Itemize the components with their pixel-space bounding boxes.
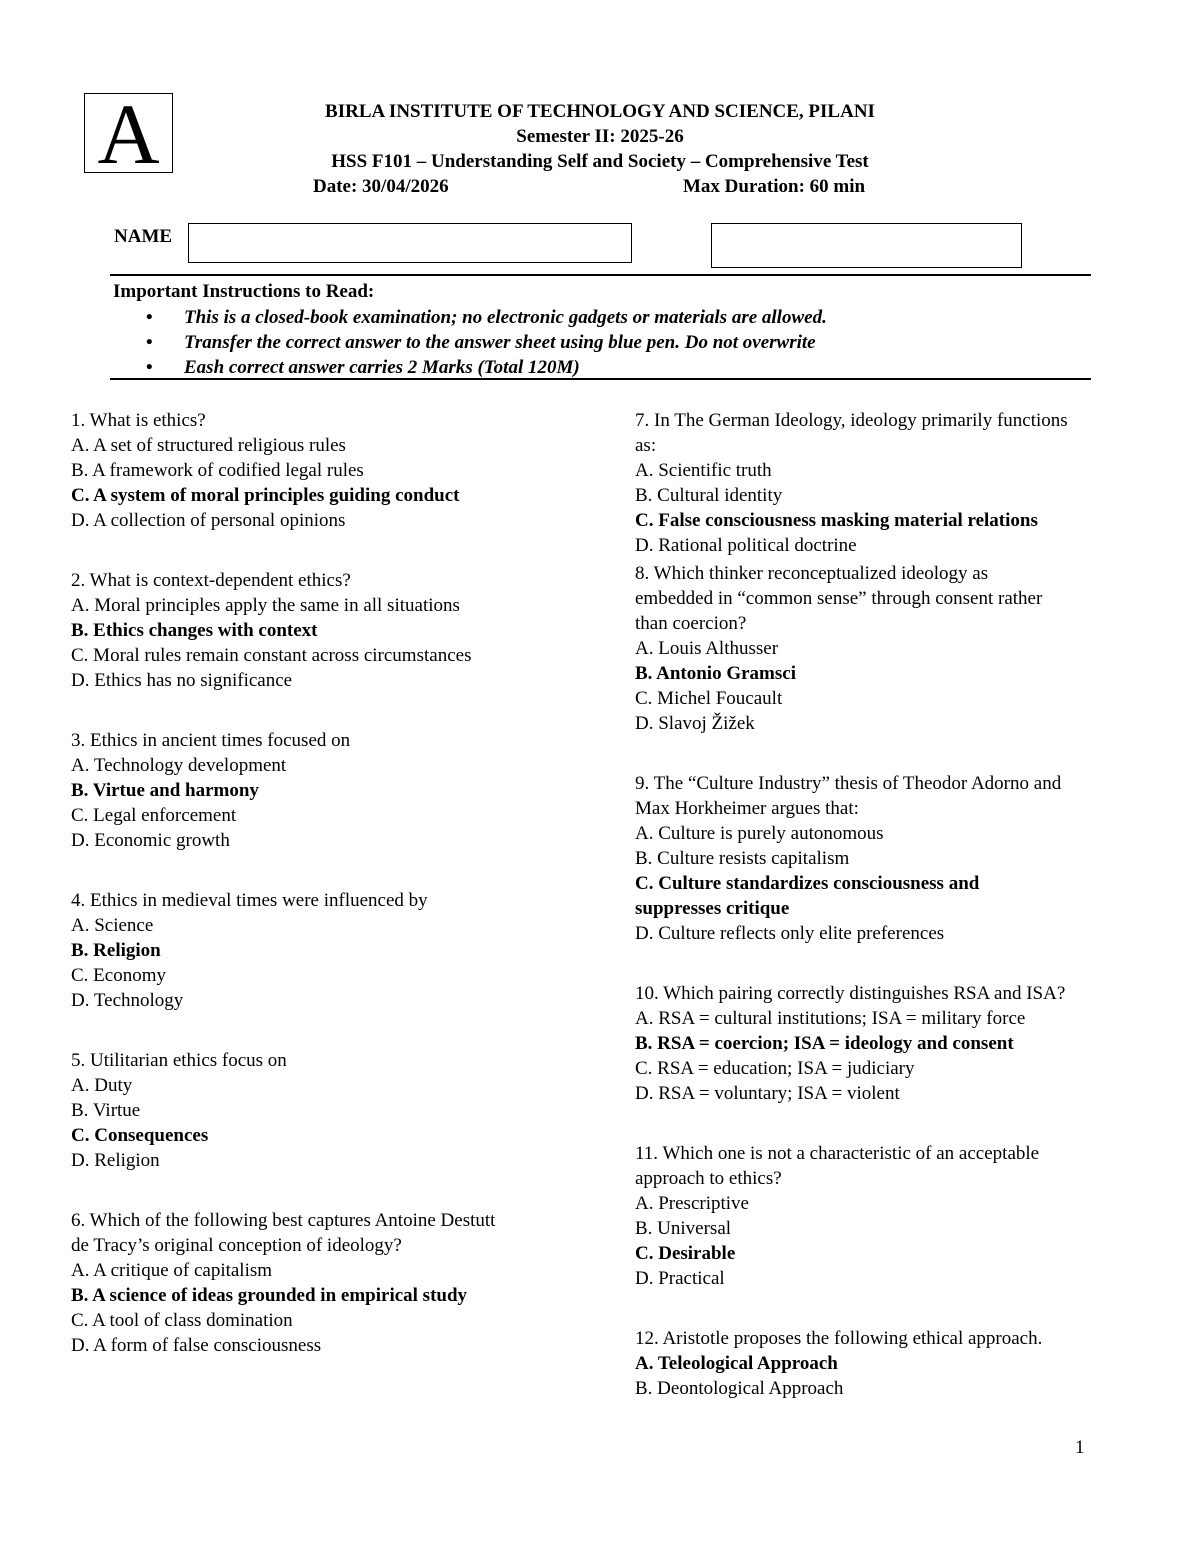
option-correct: C. False consciousness masking material relations [635,510,1038,531]
option: D. Practical [635,1268,725,1289]
option: A. Culture is purely autonomous [635,823,884,844]
questions-column-left [71,408,571,1358]
question-7 [635,408,1135,558]
option: B. Universal [635,1218,732,1239]
option: D. Culture reflects only elite preferences [635,923,945,944]
question-text: 5. Utilitarian ethics focus on [71,1050,287,1071]
option: D. Rational political doctrine [635,535,857,556]
question-10 [635,981,1135,1106]
instructions-title: Important Instructions to Read: [113,281,375,302]
option: A. Duty [71,1075,133,1096]
exam-duration: Max Duration: 60 min [683,176,866,197]
option: B. Virtue [71,1100,141,1121]
question-9 [635,771,1135,946]
question-5 [71,1048,571,1173]
question-text: 10. Which pairing correctly distinguishes RSA and ISA? [635,983,1066,1004]
bullet-icon: • [146,332,153,353]
question-1 [71,408,571,533]
option: A. A critique of capitalism [71,1260,273,1281]
semester-line: Semester II: 2025-26 [516,126,684,147]
option-correct: A. Teleological Approach [635,1353,838,1374]
option-correct: B. Antonio Gramsci [635,663,796,684]
divider-top [110,274,1091,276]
option: C. A tool of class domination [71,1310,293,1331]
option: B. Cultural identity [635,485,783,506]
paper-code-box: A [84,93,173,173]
option: C. Moral rules remain constant across circumstances [71,645,472,666]
question-text: 11. Which one is not a characteristic of an acceptable [635,1143,1040,1164]
question-4 [71,888,571,1013]
option: B. Deontological Approach [635,1378,844,1399]
option: A. Moral principles apply the same in all situations [71,595,460,616]
option: A. Technology development [71,755,287,776]
question-text: as: [635,435,657,456]
question-text: 1. What is ethics? [71,410,206,431]
instruction-item [146,305,827,330]
id-number-field[interactable] [711,223,1022,268]
instruction-item [146,330,827,355]
question-text: approach to ethics? [635,1168,782,1189]
question-text: 4. Ethics in medieval times were influenced by [71,890,428,911]
name-field[interactable] [188,223,632,263]
question-text: 2. What is context-dependent ethics? [71,570,351,591]
question-6 [71,1208,571,1358]
bullet-icon: • [146,357,153,378]
option: A. Scientific truth [635,460,772,481]
option: C. Michel Foucault [635,688,783,709]
question-text: 9. The “Culture Industry” thesis of Theodor Adorno and [635,773,1062,794]
question-text: embedded in “common sense” through consent rather [635,588,1043,609]
option: B. Culture resists capitalism [635,848,850,869]
option-correct: B. Religion [71,940,161,961]
page-number: 1 [1075,1437,1085,1458]
option: A. Louis Althusser [635,638,779,659]
question-text: 3. Ethics in ancient times focused on [71,730,351,751]
option: D. A collection of personal opinions [71,510,346,531]
instruction-item [146,355,827,380]
option: D. Slavoj Žižek [635,713,755,734]
option-correct: C. Culture standardizes consciousness and suppresses critique [635,873,980,919]
question-text: de Tracy’s original conception of ideology? [71,1235,402,1256]
question-2 [71,568,571,693]
option: A. Prescriptive [635,1193,749,1214]
option: D. A form of false consciousness [71,1335,322,1356]
instruction-text: Transfer the correct answer to the answer sheet using blue pen. Do not overwrite [184,332,816,353]
option: C. Economy [71,965,166,986]
instruction-text: Eash correct answer carries 2 Marks (Total 120M) [184,357,580,378]
option: D. RSA = voluntary; ISA = violent [635,1083,900,1104]
option: D. Technology [71,990,184,1011]
question-8 [635,561,1135,736]
exam-date: Date: 30/04/2026 [313,176,449,197]
option: B. A framework of codified legal rules [71,460,364,481]
option-correct: B. RSA = coercion; ISA = ideology and consent [635,1033,1014,1054]
option-correct: B. Ethics changes with context [71,620,318,641]
questions-column-right [635,408,1135,1401]
option-correct: C. A system of moral principles guiding conduct [71,485,460,506]
instructions-list [146,305,827,380]
question-text: Max Horkheimer argues that: [635,798,859,819]
instruction-text: This is a closed-book examination; no electronic gadgets or materials are allowed. [184,307,827,328]
question-11 [635,1141,1135,1291]
institute-name: BIRLA INSTITUTE OF TECHNOLOGY AND SCIENCE, PILANI [325,101,875,122]
question-text: than coercion? [635,613,747,634]
question-text: 7. In The German Ideology, ideology primarily functions [635,410,1068,431]
option-correct: C. Desirable [635,1243,736,1264]
question-3 [71,728,571,853]
option-correct: C. Consequences [71,1125,209,1146]
option: D. Ethics has no significance [71,670,293,691]
option-correct: B. A science of ideas grounded in empirical study [71,1285,468,1306]
question-text: 12. Aristotle proposes the following ethical approach. [635,1328,1043,1349]
question-text: 8. Which thinker reconceptualized ideology as [635,563,989,584]
name-label: NAME [114,226,173,247]
divider-bottom [110,378,1091,380]
bullet-icon: • [146,307,153,328]
option: C. Legal enforcement [71,805,237,826]
option-correct: B. Virtue and harmony [71,780,259,801]
option: C. RSA = education; ISA = judiciary [635,1058,915,1079]
option: D. Economic growth [71,830,230,851]
question-12 [635,1326,1135,1401]
option: D. Religion [71,1150,160,1171]
course-title: HSS F101 – Understanding Self and Society – Comprehensive Test [331,151,869,172]
question-text: 6. Which of the following best captures Antoine Destutt [71,1210,496,1231]
option: A. Science [71,915,154,936]
option: A. RSA = cultural institutions; ISA = military force [635,1008,1026,1029]
option: A. A set of structured religious rules [71,435,346,456]
